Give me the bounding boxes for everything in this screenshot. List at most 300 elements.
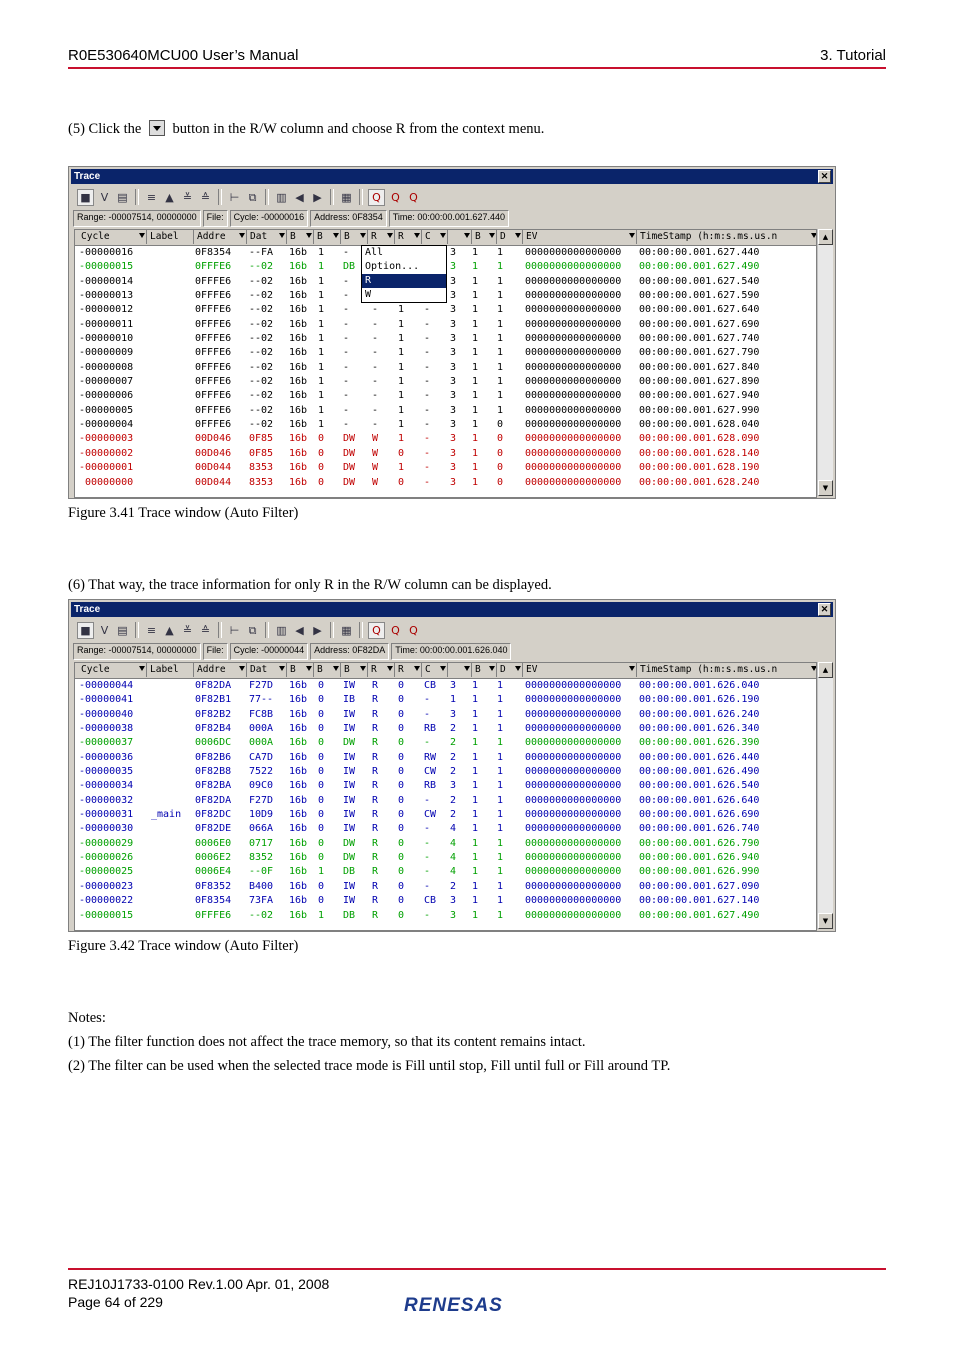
toolbar-separator	[218, 622, 222, 638]
column-header-cell[interactable]	[497, 663, 523, 677]
table-row[interactable]	[75, 418, 816, 432]
table-cell: CB	[424, 680, 437, 691]
table-cell: -	[424, 404, 431, 416]
column-header-cell[interactable]	[247, 230, 287, 244]
table-cell: 0FFFE6	[195, 390, 232, 402]
table-cell: -	[424, 476, 431, 488]
table-cell: 3	[450, 476, 457, 488]
table-cell: 1	[472, 361, 479, 373]
table-cell: 00:00:00.001.627.540	[639, 275, 760, 287]
table-cell: 0	[398, 837, 405, 849]
table-cell: -	[424, 852, 431, 864]
table-cell: 00:00:00.001.627.490	[639, 909, 760, 921]
column-header-cell[interactable]	[341, 663, 368, 677]
table-cell: -00000044	[79, 680, 134, 691]
up-icon[interactable]: ▲	[165, 623, 174, 637]
doc-icon[interactable]: ▤	[117, 190, 128, 204]
table-cell: 16b	[289, 809, 308, 821]
column-header-cell[interactable]	[78, 230, 147, 244]
column-header-cell[interactable]	[523, 230, 637, 244]
chevron-down-icon[interactable]	[414, 666, 420, 671]
table-cell: 0000000000000000	[525, 275, 622, 287]
table-cell: 0	[398, 447, 405, 459]
info-field: Cycle: -00000016	[230, 210, 309, 227]
table-cell: 00D044	[195, 476, 232, 488]
table-row[interactable]	[75, 318, 816, 332]
column-header-cell[interactable]	[497, 230, 523, 244]
column-header-cell[interactable]	[448, 663, 472, 677]
table-row[interactable]	[75, 375, 816, 389]
table-cell: 0	[318, 794, 325, 806]
chevron-down-icon[interactable]	[239, 666, 245, 671]
dropdown-button-icon	[149, 120, 165, 136]
table-cell: 0000000000000000	[525, 390, 622, 402]
table-cell: -	[372, 404, 379, 416]
info-field: File:	[203, 643, 228, 660]
table-cell: 1	[398, 462, 405, 474]
table-row[interactable]	[75, 822, 816, 836]
table-cell: 16b	[289, 318, 308, 330]
table-cell: 00:00:00.001.626.440	[639, 751, 760, 763]
table-cell: 0	[398, 694, 405, 706]
table-cell: 3	[450, 390, 457, 402]
table-cell: 0	[318, 462, 325, 474]
table-row[interactable]	[75, 909, 816, 923]
table-cell: -00000022	[79, 895, 134, 907]
column-header-cell[interactable]	[247, 663, 287, 677]
table-cell: 00:00:00.001.628.140	[639, 447, 760, 459]
context-item-all[interactable]: All	[365, 247, 384, 258]
note-1: (1) The filter function does not affect the trace memory, so that its content remains intact.	[68, 1034, 586, 1050]
table-row[interactable]	[75, 361, 816, 375]
column-label: TimeStamp (h:m:s.ms.us.n	[640, 664, 778, 675]
table-cell: 2	[450, 880, 457, 892]
table-cell: 0	[318, 780, 325, 792]
table-cell: 00:00:00.001.627.440	[639, 247, 760, 258]
table-cell: 0000000000000000	[525, 852, 622, 864]
find-icon[interactable]: Q	[368, 622, 385, 639]
table-row[interactable]	[75, 894, 816, 908]
chevron-down-icon[interactable]	[515, 666, 521, 671]
table-cell: 16b	[289, 751, 308, 763]
table-cell: -	[343, 275, 350, 287]
table-cell: -00000008	[79, 361, 134, 373]
table-row[interactable]	[75, 432, 816, 446]
chevron-down-icon[interactable]	[360, 233, 366, 238]
table-cell: W	[372, 447, 379, 459]
table-cell: -	[424, 708, 431, 720]
props-icon[interactable]: ▦	[341, 623, 352, 637]
find-prev-icon[interactable]: Q	[391, 623, 400, 637]
table-cell: 16b	[289, 852, 308, 864]
table-cell: -	[424, 390, 431, 402]
chevron-down-icon[interactable]	[387, 233, 393, 238]
table-cell: 1	[497, 361, 504, 373]
column-header-cell[interactable]	[637, 663, 817, 677]
table-row[interactable]	[75, 851, 816, 865]
chevron-down-icon[interactable]	[139, 666, 145, 671]
table-row[interactable]	[75, 865, 816, 879]
column-header-cell[interactable]	[287, 663, 314, 677]
table-cell: 0	[318, 880, 325, 892]
table-row[interactable]	[75, 389, 816, 403]
filter-icon[interactable]: V	[100, 623, 109, 637]
table-cell: 00:00:00.001.626.790	[639, 837, 760, 849]
table-cell: 1	[318, 361, 325, 373]
chevron-down-icon[interactable]	[387, 666, 393, 671]
table-cell: 2	[450, 794, 457, 806]
table-cell: 0	[398, 880, 405, 892]
table-cell: 00:00:00.001.626.740	[639, 823, 760, 835]
table-row[interactable]	[75, 447, 816, 461]
table-cell: DW	[343, 476, 356, 488]
trace-grid[interactable]	[74, 662, 817, 931]
table-cell: -00000001	[79, 462, 134, 474]
column-label: B	[290, 231, 296, 242]
table-cell: 00:00:00.001.626.640	[639, 794, 760, 806]
table-cell: R	[372, 852, 379, 864]
context-item-option[interactable]: Option...	[365, 261, 420, 272]
table-cell: 3	[450, 261, 457, 273]
table-cell: 1	[497, 708, 504, 720]
table-cell: 16b	[289, 708, 308, 720]
close-icon[interactable]: ✕	[818, 603, 831, 616]
table-cell: 1	[398, 376, 405, 388]
chevron-down-icon[interactable]	[306, 666, 312, 671]
chevron-down-icon[interactable]	[440, 233, 446, 238]
close-icon[interactable]: ✕	[818, 170, 831, 183]
table-cell: 0000000000000000	[525, 895, 622, 907]
table-cell: -	[372, 361, 379, 373]
table-cell: R	[372, 780, 379, 792]
scroll-up-icon[interactable]: ▲	[818, 229, 833, 245]
copy-icon[interactable]: ⧉	[248, 190, 257, 204]
find-icon[interactable]: Q	[368, 189, 385, 206]
table-cell: 0000000000000000	[525, 433, 622, 445]
copy-icon[interactable]: ⧉	[248, 623, 257, 637]
column-header-cell[interactable]	[147, 663, 194, 677]
table-cell: -00000026	[79, 852, 134, 864]
chevron-down-icon[interactable]	[464, 666, 470, 671]
table-cell: 0000000000000000	[525, 261, 622, 273]
column-header-cell[interactable]	[341, 230, 368, 244]
table-cell: --FA	[249, 247, 274, 258]
window-title	[71, 602, 833, 617]
table-cell: 0FFFE6	[195, 361, 232, 373]
column-label: B	[475, 664, 481, 675]
table-cell: --02	[249, 390, 274, 402]
table-cell: 1	[472, 347, 479, 359]
table-cell: 0	[398, 852, 405, 864]
table-cell: R	[372, 737, 379, 749]
table-cell: 1	[318, 247, 325, 258]
next-icon[interactable]: ▶	[313, 190, 322, 204]
chevron-down-icon[interactable]	[489, 666, 495, 671]
table-cell: 1	[472, 766, 479, 778]
table-cell: 16b	[289, 390, 308, 402]
table-cell: -	[424, 318, 431, 330]
table-cell: --02	[249, 419, 274, 431]
table-cell: 1	[398, 347, 405, 359]
step6-text: (6) That way, the trace information for only R in the R/W column can be displayed.	[68, 577, 552, 593]
table-cell: 0000000000000000	[525, 809, 622, 821]
table-cell: 0000000000000000	[525, 780, 622, 792]
table-cell: 3	[450, 447, 457, 459]
sort-down-icon[interactable]: ≡	[146, 623, 157, 637]
chevron-down-icon[interactable]	[515, 233, 521, 238]
column-header-cell[interactable]	[422, 663, 448, 677]
table-cell: 1	[472, 462, 479, 474]
table-cell: --02	[249, 347, 274, 359]
column-header-cell[interactable]	[395, 230, 422, 244]
table-cell: 2	[450, 723, 457, 735]
prev-icon[interactable]: ◀	[295, 623, 304, 637]
filter-icon[interactable]: V	[100, 190, 109, 204]
table-cell: 0	[398, 766, 405, 778]
table-cell: 16b	[289, 895, 308, 907]
vertical-scrollbar[interactable]	[817, 662, 833, 929]
scroll-down-icon[interactable]: ▼	[818, 913, 833, 929]
table-cell: -	[424, 866, 431, 878]
column-header-cell[interactable]	[194, 663, 247, 677]
table-row[interactable]	[75, 303, 816, 317]
table-row[interactable]	[75, 346, 816, 360]
table-row[interactable]	[75, 722, 816, 736]
table-cell: 0FFFE6	[195, 404, 232, 416]
table-cell: 73FA	[249, 895, 274, 907]
table-cell: 0000000000000000	[525, 462, 622, 474]
table-cell: 0	[318, 895, 325, 907]
table-row[interactable]	[75, 332, 816, 346]
column-label: Addre	[197, 664, 226, 675]
table-cell: 1	[472, 866, 479, 878]
table-cell: IW	[343, 895, 356, 907]
table-cell: IW	[343, 680, 356, 691]
chevron-down-icon[interactable]	[279, 666, 285, 671]
table-cell: 0	[318, 766, 325, 778]
table-row[interactable]	[75, 765, 816, 779]
table-cell: 0F82DA	[195, 794, 232, 806]
table-cell: 8352	[249, 852, 274, 864]
table-cell: R	[372, 823, 379, 835]
column-label: Dat	[250, 231, 268, 242]
column-header-cell[interactable]	[422, 230, 448, 244]
table-cell: 1	[497, 809, 504, 821]
table-cell: 0	[398, 823, 405, 835]
tree-icon[interactable]: ⊢	[229, 623, 240, 637]
table-row[interactable]	[75, 794, 816, 808]
scroll-up-icon[interactable]: ▲	[818, 662, 833, 678]
table-cell: -00000012	[79, 304, 134, 316]
up-icon[interactable]: ▲	[165, 190, 174, 204]
chevron-down-icon[interactable]	[629, 666, 635, 671]
table-cell: -00000009	[79, 347, 134, 359]
table-cell: -	[424, 462, 431, 474]
toolbar-separator	[135, 622, 139, 638]
list-icon[interactable]: ▥	[276, 190, 287, 204]
table-cell: 0000000000000000	[525, 794, 622, 806]
column-header-cell[interactable]	[147, 230, 194, 244]
table-cell: 1	[472, 433, 479, 445]
table-cell: 1	[472, 694, 479, 706]
column-header-cell[interactable]	[314, 230, 341, 244]
context-item-w[interactable]: W	[365, 289, 372, 300]
table-cell: 0000000000000000	[525, 694, 622, 706]
chevron-down-icon[interactable]	[464, 233, 470, 238]
chevron-down-icon[interactable]	[139, 233, 145, 238]
table-cell: 1	[318, 261, 325, 273]
table-cell: -	[424, 347, 431, 359]
table-cell: 3	[450, 275, 457, 287]
table-cell: -00000023	[79, 880, 134, 892]
column-header-cell[interactable]	[472, 230, 497, 244]
table-cell: 1	[497, 247, 504, 258]
select-icon[interactable]: ■	[77, 189, 94, 206]
find-next-icon[interactable]: Q	[409, 190, 418, 204]
table-cell: 0	[318, 737, 325, 749]
rw-context-menu	[361, 245, 447, 303]
scroll-down-icon[interactable]: ▼	[818, 480, 833, 496]
table-row[interactable]	[75, 404, 816, 418]
table-cell: -00000002	[79, 447, 134, 459]
chevron-down-icon[interactable]	[414, 233, 420, 238]
table-row[interactable]	[75, 880, 816, 894]
table-cell: 1	[497, 794, 504, 806]
chevron-down-icon[interactable]	[306, 233, 312, 238]
column-label: B	[344, 664, 350, 675]
table-row[interactable]	[75, 708, 816, 722]
table-row[interactable]	[75, 779, 816, 793]
table-cell: 1	[472, 909, 479, 921]
collapse-icon[interactable]: ≚	[182, 190, 193, 204]
table-cell: --02	[249, 361, 274, 373]
chevron-down-icon[interactable]	[440, 666, 446, 671]
prev-icon[interactable]: ◀	[295, 190, 304, 204]
table-cell: 0F82DE	[195, 823, 232, 835]
step5-before: (5) Click the	[68, 121, 142, 137]
column-header-cell[interactable]	[314, 663, 341, 677]
table-cell: 0	[398, 809, 405, 821]
chevron-down-icon[interactable]	[279, 233, 285, 238]
table-cell: 00:00:00.001.626.190	[639, 694, 760, 706]
table-cell: 2	[450, 751, 457, 763]
table-row[interactable]	[75, 461, 816, 475]
column-label: Cycle	[81, 231, 110, 242]
chevron-down-icon[interactable]	[333, 233, 339, 238]
column-header-cell[interactable]	[287, 230, 314, 244]
chevron-down-icon[interactable]	[489, 233, 495, 238]
table-cell: -00000007	[79, 376, 134, 388]
table-cell: 1	[472, 318, 479, 330]
table-cell: --02	[249, 304, 274, 316]
info-field: Range: -00007514, 00000000	[73, 210, 201, 227]
tree-icon[interactable]: ⊢	[229, 190, 240, 204]
chevron-down-icon[interactable]	[360, 666, 366, 671]
column-label: EV	[526, 664, 538, 675]
table-cell: 16b	[289, 823, 308, 835]
chevron-down-icon[interactable]	[629, 233, 635, 238]
table-cell: 0	[318, 723, 325, 735]
table-cell: 1	[472, 680, 479, 691]
table-row[interactable]	[75, 736, 816, 750]
table-cell: 16b	[289, 909, 308, 921]
list-icon[interactable]: ▥	[276, 623, 287, 637]
table-cell: 00:00:00.001.627.990	[639, 404, 760, 416]
table-row[interactable]	[75, 476, 816, 490]
table-row[interactable]	[75, 837, 816, 851]
vertical-scrollbar[interactable]	[817, 229, 833, 496]
props-icon[interactable]: ▦	[341, 190, 352, 204]
table-cell: IW	[343, 809, 356, 821]
collapse-icon[interactable]: ≚	[182, 623, 193, 637]
table-cell: FC8B	[249, 708, 274, 720]
table-cell: 1	[497, 404, 504, 416]
next-icon[interactable]: ▶	[313, 623, 322, 637]
table-cell: 3	[450, 404, 457, 416]
chevron-down-icon[interactable]	[239, 233, 245, 238]
expand-icon[interactable]: ≙	[200, 190, 211, 204]
table-cell: DW	[343, 433, 356, 445]
toolbar-separator	[330, 622, 334, 638]
table-cell: 1	[318, 419, 325, 431]
table-cell: 0000000000000000	[525, 823, 622, 835]
chevron-down-icon[interactable]	[333, 666, 339, 671]
table-cell: 00:00:00.001.626.990	[639, 866, 760, 878]
find-prev-icon[interactable]: Q	[391, 190, 400, 204]
table-cell: 1	[472, 723, 479, 735]
table-cell: 00:00:00.001.626.690	[639, 809, 760, 821]
table-cell: 0006E4	[195, 866, 232, 878]
expand-icon[interactable]: ≙	[200, 623, 211, 637]
select-icon[interactable]: ■	[77, 622, 94, 639]
column-header-cell[interactable]	[194, 230, 247, 244]
table-row[interactable]	[75, 751, 816, 765]
table-cell: -	[372, 333, 379, 345]
sort-down-icon[interactable]: ≡	[146, 190, 157, 204]
table-cell: 1	[398, 333, 405, 345]
column-header-cell[interactable]	[368, 663, 395, 677]
column-header-cell[interactable]	[78, 663, 147, 677]
table-cell: 0FFFE6	[195, 261, 232, 273]
table-cell: 1	[472, 290, 479, 302]
table-cell: 1	[497, 766, 504, 778]
table-cell: -	[343, 376, 350, 388]
table-cell: 00:00:00.001.627.590	[639, 290, 760, 302]
table-cell: 00:00:00.001.627.690	[639, 318, 760, 330]
table-row[interactable]	[75, 679, 816, 693]
table-cell: R	[372, 880, 379, 892]
find-next-icon[interactable]: Q	[409, 623, 418, 637]
table-cell: 0000000000000000	[525, 333, 622, 345]
column-header-cell[interactable]	[448, 230, 472, 244]
column-header-cell[interactable]	[523, 663, 637, 677]
table-cell: 16b	[289, 694, 308, 706]
table-cell: _main	[151, 809, 182, 821]
column-header-cell[interactable]	[472, 663, 497, 677]
table-cell: -	[343, 333, 350, 345]
column-header-cell[interactable]	[637, 230, 817, 244]
doc-icon[interactable]: ▤	[117, 623, 128, 637]
context-item-r[interactable]: R	[362, 274, 446, 288]
column-header-cell[interactable]	[368, 230, 395, 244]
window-title-text: Trace	[74, 171, 101, 182]
column-header-cell[interactable]	[395, 663, 422, 677]
table-cell: 16b	[289, 476, 308, 488]
table-row[interactable]	[75, 693, 816, 707]
table-cell: 0000000000000000	[525, 404, 622, 416]
table-cell: RW	[424, 751, 437, 763]
table-row[interactable]	[75, 808, 816, 822]
